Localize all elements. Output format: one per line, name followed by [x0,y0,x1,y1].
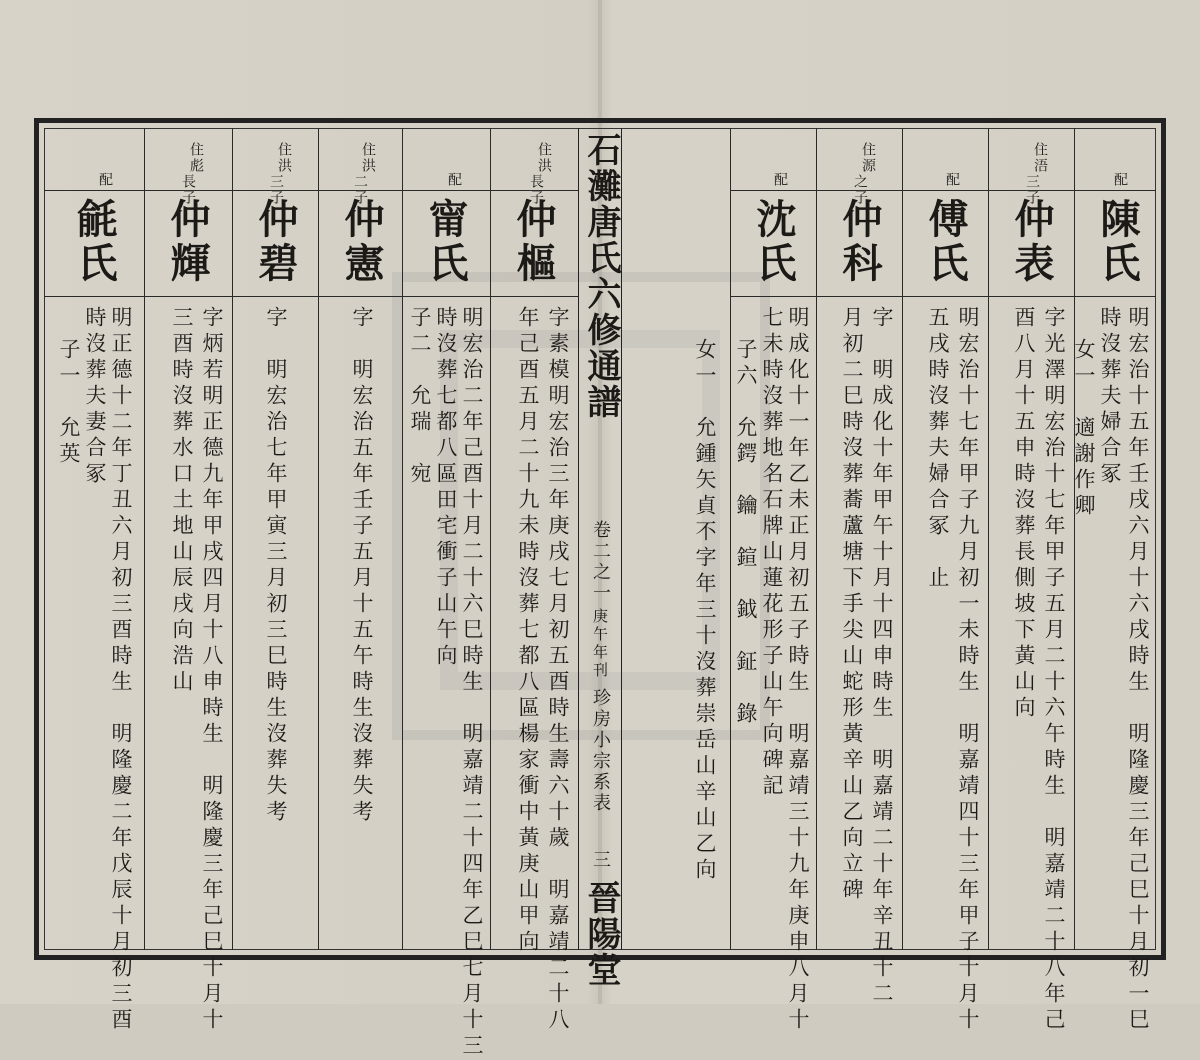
entry-line: 五戌時沒葬夫婦合冢 止 [926,306,950,592]
entry-line: 時沒葬夫婦合冢 [1098,306,1122,488]
entry-line: 字 明成化十年甲午十月十四申時生 明嘉靖二十年辛丑十二 [870,306,894,1008]
entry-line: 女一 允鍾矢貞不字年三十沒葬崇岳山辛山乙向 [693,338,717,884]
entry-line: 子六 允鍔 鑰 鍹 鉞 鉦 錄 [734,338,758,728]
entry-name: 陳氏 [1094,198,1141,286]
entry-relation: 配 [1112,172,1128,188]
entry-fu-shi [902,128,988,1034]
entry-line: 字炳若明正德九年甲戌四月十八申時生 明隆慶三年己巳十月十 [200,306,224,1034]
entry-line: 女一 適謝作卿 [1072,338,1096,520]
entry-yu-shi [44,128,144,1034]
entry-relation: 配 [944,172,960,188]
entry-name: 仲科 [836,198,883,286]
entry-zhong-bi [232,128,318,950]
entry-zhong-xian [318,128,402,950]
entry-line: 三酉時沒葬水口土地山辰戌向浩山 [170,306,194,696]
entry-chen-shi [1072,128,1156,1034]
entry-relation: 配 [772,172,788,188]
entry-line: 字光澤明宏治十七年甲子五月二十六午時生 明嘉靖二十八年己 [1042,306,1066,1034]
entry-daughter-yun-zhong [622,128,730,950]
entry-line: 明宏治十五年壬戌六月十六戌時生 明隆慶三年己巳十月初一巳 [1126,306,1150,1034]
entry-line: 明正德十二年丁丑六月初三酉時生 明隆慶二年戊辰十月初三酉 [109,306,133,1034]
entry-relation: 住洪 長子 [528,142,552,206]
entry-name: 仲碧 [252,198,299,286]
entry-line: 時沒葬夫妻合冢 [83,306,107,488]
entry-relation: 配 [446,172,462,188]
entry-relation: 住洪 三子 [268,142,292,206]
entry-name: 仲樞 [510,198,557,286]
hall-name: 晉陽堂 [581,880,621,988]
entry-name: 仲表 [1008,198,1055,286]
entry-line: 明成化十一年乙未正月初五子時生 明嘉靖三十九年庚申八月十 [786,306,810,1034]
entry-line: 年己酉五月二十九未時沒葬七都八區楊家衝中黃庚山甲向 [516,306,540,956]
entry-line: 明宏治十七年甲子九月初一未時生 明嘉靖四十三年甲子十月十 [956,306,980,1034]
entry-line: 七未時沒葬地名石牌山蓮花形子山午向碑記 [760,306,784,800]
entry-relation-a: 住浯 三子 [1024,142,1048,206]
entry-line: 酉八月十五申時沒葬長側坡下黃山向 [1012,306,1036,722]
entry-line: 字 明宏治七年甲寅三月初三巳時生沒葬失考 [264,306,288,826]
entry-ning-shi [402,128,490,1060]
entry-line: 月初二巳時沒葬蕎蘆塘下手尖山蛇形黃辛山乙向立碑 [840,306,864,904]
entry-relation: 住洪 二子 [352,142,376,206]
entry-name: 毹氏 [71,198,118,286]
page-number: 三 [590,850,611,871]
entry-line: 子一 允英 [57,338,81,468]
entry-zhong-shu [490,128,578,1034]
entry-zhong-biao [988,128,1074,1034]
branch-label: 珍房小宗系表 [590,688,611,814]
entry-name: 仲憲 [338,198,385,286]
entry-line: 子二 允瑞 宛 [408,306,432,488]
book-title: 石灘唐氏六修通譜 [581,132,621,420]
entry-relation: 配 [97,172,113,188]
edition-label: 庚午年刊 [591,608,609,680]
entry-line: 字素模明宏治三年庚戌七月初五酉時生壽六十歲 明嘉靖二十八 [546,306,570,1034]
entry-line: 字 明宏治五年壬子五月十五午時生沒葬失考 [350,306,374,826]
center-spine [578,128,622,988]
entry-name: 傅氏 [922,198,969,286]
volume-label: 卷二之一 [590,520,611,604]
entry-shen-shi [730,128,816,1034]
entry-name: 甯氏 [422,198,469,286]
entry-zhong-hui [144,128,232,1034]
entry-relation: 住彪 長子 [180,142,204,206]
entry-line: 時沒葬七都八區田宅衝子山午向 [434,306,458,670]
entry-name: 仲輝 [164,198,211,286]
entry-line: 明宏治二年己酉十月二十六巳時生 明嘉靖二十四年乙巳七月十三 [460,306,484,1060]
entry-zhong-ke [816,128,902,1008]
entry-relation: 住源 之子 [852,142,876,206]
entry-name: 沈氏 [750,198,797,286]
